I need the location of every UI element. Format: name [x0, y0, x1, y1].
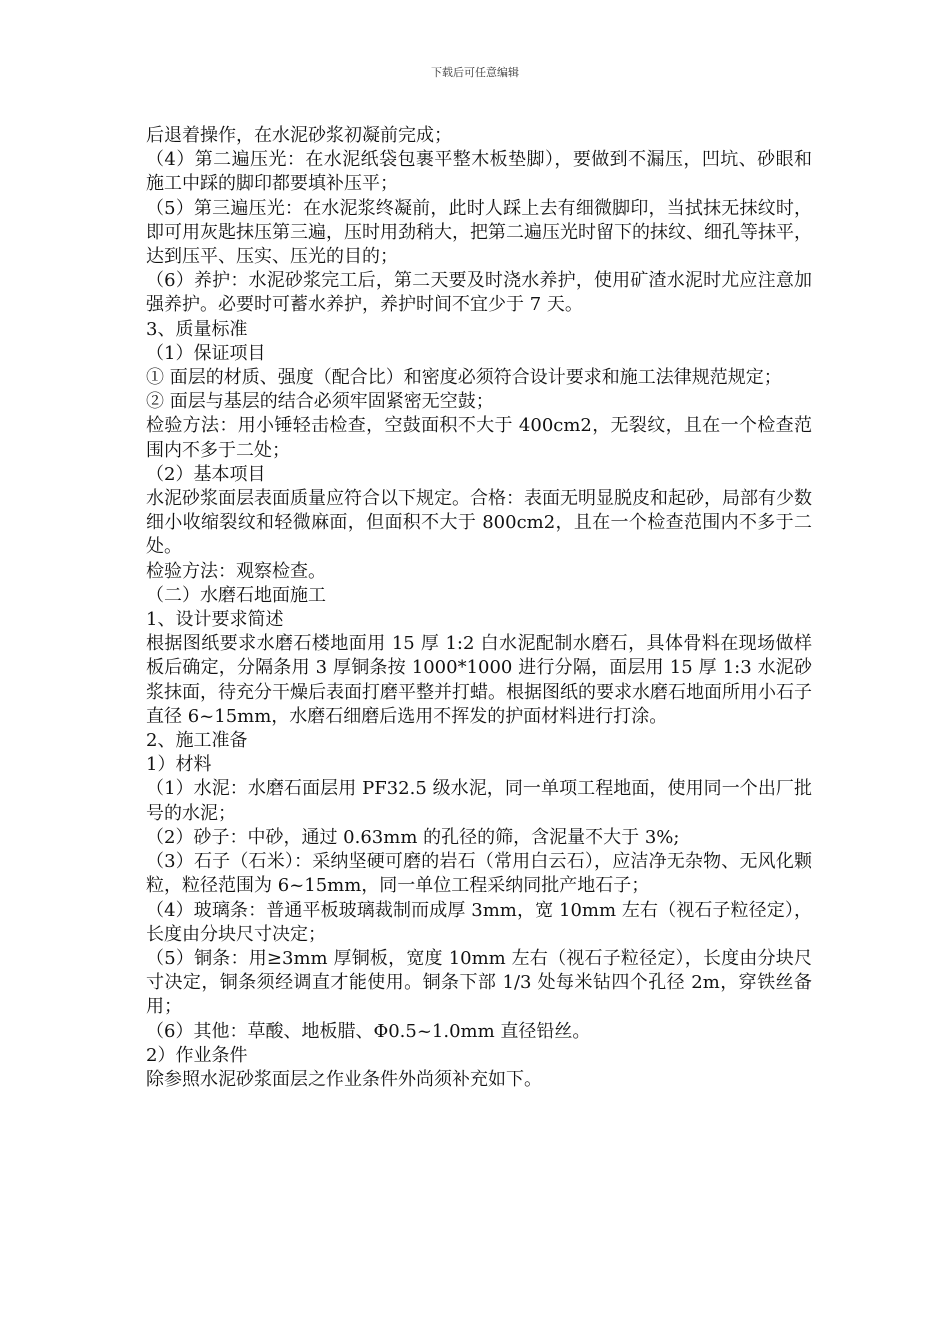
paragraph: （4）第二遍压光：在水泥纸袋包裹平整木板垫脚），要做到不漏压，凹坑、砂眼和施工中踩的脚印都要填补压平；: [146, 149, 812, 195]
subsection-heading: （2）基本项目: [146, 463, 266, 485]
page-header: 下载后可任意编辑: [431, 66, 519, 79]
subsection-heading: 1）材料: [146, 754, 212, 776]
section-heading: （二）水磨石地面施工: [146, 584, 326, 606]
paragraph: （4）玻璃条：普通平板玻璃裁制而成厚 3mm，宽 10mm 左右（视石子粒径定），长度由分块尺寸决定；: [146, 899, 812, 945]
paragraph: 水泥砂浆面层表面质量应符合以下规定。合格：表面无明显脱皮和起砂，局部有少数细小收缩裂纹和轻微麻面，但面积不大于 800cm2，且在一个检查范围内不多于二处。: [146, 488, 812, 558]
document-body: [146, 124, 812, 1092]
paragraph: （2）砂子：中砂，通过 0.63mm 的孔径的筛，含泥量不大于 3%;: [146, 826, 680, 848]
section-heading: 1、设计要求简述: [146, 609, 284, 631]
paragraph: （6）养护：水泥砂浆完工后，第二天要及时浇水养护，使用矿渣水泥时尤应注意加强养护。必要时可蓄水养护，养护时间不宜少于 7 天。: [146, 270, 812, 316]
paragraph: ① 面层的材质、强度（配合比）和密度必须符合设计要求和施工法律规范规定；: [146, 367, 782, 389]
paragraph: 检验方法：观察检查。: [146, 560, 326, 582]
paragraph: （5）第三遍压光：在水泥浆终凝前，此时人踩上去有细微脚印，当拭抹无抹纹时，即可用灰匙抹压第三遍，压时用劲稍大，把第二遍压光时留下的抹纹、细孔等抹平，达到压平、压实、压光的目的；: [146, 197, 812, 268]
paragraph: （5）铜条：用≥3mm 厚铜板，宽度 10mm 左右（视石子粒径定），长度由分块尺寸决定，铜条须经调直才能使用。铜条下部 1/3 处每米钻四个孔径 2m，穿铁丝备用；: [146, 947, 812, 1018]
paragraph: 检验方法：用小锤轻击检查，空鼓面积不大于 400cm2，无裂纹，且在一个检查范围内不多于二处；: [146, 415, 812, 461]
section-heading: 3、质量标准: [146, 318, 248, 340]
paragraph: 除参照水泥砂浆面层之作业条件外尚须补充如下。: [146, 1068, 542, 1090]
section-heading: 2、施工准备: [146, 730, 248, 752]
paragraph: （3）石子（石米）：采纳坚硬可磨的岩石（常用白云石），应洁净无杂物、无风化颗粒，粒径范围为 6~15mm，同一单位工程采纳同批产地石子；: [146, 851, 812, 897]
paragraph: 根据图纸要求水磨石楼地面用 15 厚 1:2 白水泥配制水磨石，具体骨料在现场做样板后确定，分隔条用 3 厚铜条按 1000*1000 进行分隔，面层用 15 厚 1:3 水泥砂浆抹面，待充分干燥后表面打磨平整并打蜡。根据图纸的要求水磨石地面所用小石子直径 6~15mm，水磨石细磨后选用不挥发的护面材料进行打涂。: [146, 633, 812, 727]
paragraph: （6）其他：草酸、地板腊、Φ0.5~1.0mm 直径铅丝。: [146, 1020, 591, 1042]
paragraph: 后退着操作，在水泥砂浆初凝前完成；: [146, 125, 452, 146]
subsection-heading: 2）作业条件: [146, 1044, 248, 1066]
paragraph: （1）水泥：水磨石面层用 PF32.5 级水泥，同一单项工程地面，使用同一个出厂批号的水泥；: [146, 778, 812, 824]
paragraph: ② 面层与基层的结合必须牢固紧密无空鼓；: [146, 391, 494, 413]
subsection-heading: （1）保证项目: [146, 342, 266, 364]
